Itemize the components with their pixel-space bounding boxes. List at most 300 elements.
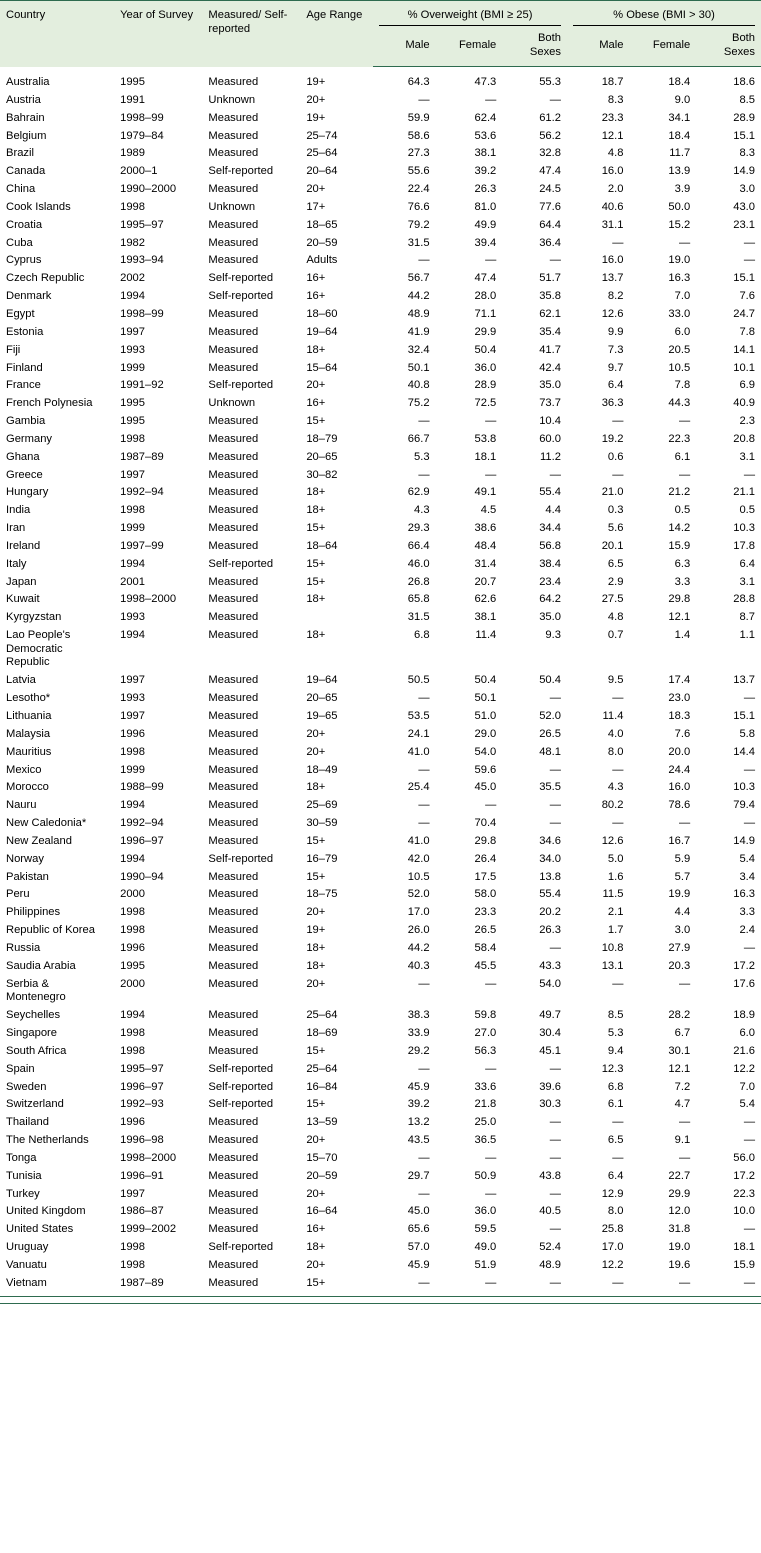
cell-overweight-male: 79.2 — [407, 218, 430, 231]
cell-overweight-male: 50.5 — [407, 674, 430, 687]
cell-obese-both: 28.9 — [733, 111, 755, 124]
cell-country: Belgium — [6, 129, 47, 142]
cell-year: 1996–97 — [120, 834, 164, 847]
cell-overweight-female: 49.0 — [474, 1241, 497, 1254]
cell-measured: Measured — [208, 1116, 259, 1129]
cell-obese-male: — — [612, 236, 624, 249]
cell-country: Greece — [6, 468, 43, 481]
table-row — [0, 181, 761, 199]
cell-country: Cyprus — [6, 254, 42, 267]
table-row — [0, 110, 761, 128]
cell-obese-both: 15.1 — [733, 129, 755, 142]
cell-obese-both: 1.1 — [739, 629, 755, 642]
cell-overweight-male: 43.5 — [407, 1134, 430, 1147]
cell-overweight-male: 66.4 — [407, 539, 430, 552]
cell-measured: Measured — [208, 781, 259, 794]
column-header-obese-female: Female — [629, 29, 696, 67]
cell-obese-both: 20.8 — [733, 432, 755, 445]
cell-overweight-female: 53.8 — [474, 432, 497, 445]
cell-overweight-both: 35.5 — [539, 781, 561, 794]
cell-obese-both: 5.4 — [739, 1098, 755, 1111]
cell-measured: Measured — [208, 888, 259, 901]
table-row — [0, 395, 761, 413]
cell-obese-both: 12.2 — [733, 1062, 755, 1075]
cell-overweight-both: 20.2 — [539, 906, 561, 919]
cell-measured: Self-reported — [208, 1241, 274, 1254]
cell-measured: Self-reported — [208, 272, 274, 285]
cell-obese-both: 7.8 — [739, 325, 755, 338]
cell-age-range: 19+ — [306, 924, 326, 937]
cell-country: Tunisia — [6, 1169, 42, 1182]
table-row — [0, 377, 761, 395]
cell-age-range: 15+ — [306, 870, 326, 883]
cell-obese-both: 6.0 — [739, 1027, 755, 1039]
cell-measured: Measured — [208, 799, 259, 812]
cell-overweight-male: — — [418, 817, 430, 830]
cell-measured: Measured — [208, 575, 259, 588]
cell-overweight-both: — — [549, 1151, 561, 1164]
cell-measured: Measured — [208, 763, 259, 776]
cell-overweight-female: 56.3 — [474, 1044, 497, 1057]
cell-overweight-female: 36.0 — [474, 361, 497, 374]
cell-year: 1998 — [120, 1258, 145, 1271]
cell-overweight-female: 38.1 — [474, 147, 497, 160]
cell-obese-male: 7.3 — [607, 343, 624, 356]
cell-overweight-male: — — [418, 93, 430, 106]
cell-overweight-male: 29.3 — [407, 522, 430, 535]
cell-year: 1997 — [120, 325, 145, 338]
cell-overweight-female: 39.2 — [474, 165, 497, 178]
cell-measured: Measured — [208, 1223, 259, 1236]
cell-overweight-male: — — [418, 468, 430, 481]
cell-obese-female: 1.4 — [674, 629, 691, 642]
cell-obese-male: 12.2 — [601, 1258, 624, 1271]
cell-year: 1993 — [120, 343, 145, 356]
cell-overweight-male: 44.2 — [407, 941, 430, 954]
table-row — [0, 538, 761, 556]
cell-country: Iran — [6, 522, 26, 535]
cell-country: Cuba — [6, 236, 33, 249]
cell-year: 1992–94 — [120, 817, 164, 830]
cell-overweight-both: 42.4 — [539, 361, 561, 374]
cell-overweight-male: 27.3 — [407, 147, 430, 160]
cell-country: India — [6, 504, 31, 517]
cell-obese-male: 2.1 — [607, 906, 624, 919]
cell-overweight-female: 36.0 — [474, 1205, 497, 1218]
cell-obese-female: 19.9 — [668, 888, 691, 901]
cell-measured: Self-reported — [208, 557, 274, 570]
cell-measured: Measured — [208, 183, 259, 196]
table-row — [0, 1114, 761, 1132]
cell-overweight-female: 58.0 — [474, 888, 497, 901]
cell-obese-female: 44.3 — [668, 397, 691, 410]
cell-overweight-female: — — [485, 1276, 497, 1289]
cell-overweight-female: 50.1 — [474, 692, 497, 705]
cell-year: 1998–2000 — [120, 1151, 177, 1164]
table-row — [0, 163, 761, 181]
cell-age-range: 18–75 — [306, 888, 338, 901]
cell-overweight-female: 38.1 — [474, 611, 497, 624]
cell-year: 1991 — [120, 93, 145, 106]
cell-year: 1994 — [120, 290, 145, 303]
cell-obese-female: 7.8 — [674, 379, 691, 392]
table-row — [0, 449, 761, 467]
table-row — [0, 466, 761, 484]
cell-overweight-female: 4.5 — [480, 504, 497, 517]
column-header-obese-both: Both Sexes — [696, 29, 761, 67]
cell-year: 1999 — [120, 522, 145, 535]
cell-overweight-female: 20.7 — [474, 575, 497, 588]
cell-age-range: 18–49 — [306, 763, 338, 776]
cell-obese-female: 29.8 — [668, 593, 691, 606]
cell-year: 1998 — [120, 1241, 145, 1254]
cell-obese-male: 10.8 — [601, 941, 624, 954]
group-label-overweight: % Overweight (BMI ≥ 25) — [379, 8, 561, 26]
cell-year: 1998–2000 — [120, 593, 177, 606]
cell-country: Latvia — [6, 674, 36, 687]
table-row — [0, 574, 761, 592]
cell-obese-male: 8.2 — [607, 290, 624, 303]
cell-measured: Self-reported — [208, 852, 274, 865]
cell-age-range: 25–64 — [306, 1062, 338, 1075]
cell-obese-male: 5.3 — [607, 1027, 624, 1039]
cell-country: Philippines — [6, 906, 61, 919]
cell-overweight-female: 62.4 — [474, 111, 497, 124]
table-row — [0, 672, 761, 690]
cell-year: 1993 — [120, 692, 145, 705]
cell-overweight-both: 36.4 — [539, 236, 561, 249]
cell-measured: Measured — [208, 75, 259, 88]
cell-overweight-female: 50.4 — [474, 674, 497, 687]
cell-overweight-female: 54.0 — [474, 745, 497, 758]
table-row — [0, 1132, 761, 1150]
cell-overweight-both: 48.9 — [539, 1258, 561, 1271]
cell-overweight-male: — — [418, 1062, 430, 1075]
cell-obese-female: 18.3 — [668, 710, 691, 722]
cell-overweight-both: 41.7 — [539, 343, 561, 356]
table-row — [0, 199, 761, 217]
cell-country: Ghana — [6, 450, 40, 463]
cell-country: Bahrain — [6, 111, 45, 124]
cell-obese-both: — — [743, 941, 755, 954]
cell-age-range: 20+ — [306, 1134, 326, 1147]
cell-age-range: 30–82 — [306, 468, 338, 481]
cell-measured: Measured — [208, 450, 259, 463]
cell-overweight-female: 31.4 — [474, 557, 497, 570]
table-row — [0, 922, 761, 940]
column-header-country: Country — [0, 1, 114, 67]
cell-obese-male: 4.0 — [607, 727, 624, 740]
cell-obese-both: 14.4 — [733, 745, 755, 758]
cell-obese-both: 14.1 — [733, 343, 755, 356]
cell-obese-both: — — [743, 236, 755, 249]
cell-age-range: 20+ — [306, 727, 326, 740]
cell-overweight-female: — — [485, 468, 497, 481]
cell-country: Kuwait — [6, 593, 40, 606]
cell-measured: Measured — [208, 1044, 259, 1057]
cell-obese-male: — — [612, 1276, 624, 1289]
cell-measured: Measured — [208, 1187, 259, 1200]
cell-country: Norway — [6, 852, 44, 865]
cell-country: China — [6, 183, 36, 196]
cell-year: 1998 — [120, 504, 145, 517]
cell-overweight-male: 32.4 — [407, 343, 430, 356]
cell-obese-both: 17.2 — [733, 959, 755, 972]
cell-overweight-female: 25.0 — [474, 1116, 497, 1129]
cell-measured: Measured — [208, 415, 259, 428]
cell-measured: Measured — [208, 1027, 259, 1039]
cell-age-range: 18+ — [306, 1241, 326, 1254]
cell-country: Russia — [6, 941, 41, 954]
cell-country: Lao People's Democratic Republic — [6, 629, 71, 669]
cell-year: 1995 — [120, 959, 145, 972]
cell-obese-male: 6.1 — [607, 1098, 624, 1111]
cell-measured: Measured — [208, 1169, 259, 1182]
cell-age-range: 15+ — [306, 1098, 326, 1111]
table-row — [0, 556, 761, 574]
cell-measured: Measured — [208, 218, 259, 231]
cell-overweight-male: 53.5 — [407, 710, 430, 722]
cell-age-range: 20–65 — [306, 450, 338, 463]
table-row — [0, 609, 761, 627]
cell-measured: Unknown — [208, 200, 256, 213]
cell-country: Spain — [6, 1062, 35, 1075]
cell-obese-female: 18.4 — [668, 76, 691, 88]
cell-age-range: 19–65 — [306, 710, 338, 722]
cell-obese-female: 31.8 — [668, 1223, 691, 1236]
cell-overweight-male: 76.6 — [407, 200, 430, 213]
cell-overweight-male: 6.8 — [414, 629, 430, 642]
cell-obese-both: 16.3 — [733, 888, 755, 901]
cell-obese-male: 0.7 — [607, 629, 624, 642]
cell-obese-both: — — [743, 1276, 755, 1289]
cell-obese-both: 10.3 — [733, 522, 755, 535]
cell-overweight-female: 53.6 — [474, 129, 497, 142]
cell-year: 1997–99 — [120, 539, 164, 552]
cell-overweight-male: 22.4 — [407, 183, 430, 196]
cell-obese-male: 5.6 — [607, 522, 624, 535]
cell-age-range: 16+ — [306, 1223, 326, 1236]
cell-obese-female: 3.3 — [674, 575, 691, 588]
column-header-age-range: Age Range — [300, 1, 373, 67]
cell-obese-both: 22.3 — [733, 1187, 755, 1200]
cell-obese-male: 16.0 — [601, 165, 624, 178]
cell-obese-both: 23.1 — [733, 218, 755, 231]
cell-obese-female: 16.3 — [668, 272, 691, 285]
cell-year: 1996 — [120, 941, 145, 954]
cell-overweight-both: 38.4 — [539, 557, 561, 570]
cell-year: 1998 — [120, 1044, 145, 1057]
cell-obese-female: 7.2 — [674, 1080, 691, 1093]
cell-year: 2000 — [120, 888, 145, 901]
cell-measured: Self-reported — [208, 379, 274, 392]
cell-obese-female: 6.3 — [674, 557, 691, 570]
cell-overweight-female: 49.1 — [474, 486, 497, 499]
table-row — [0, 1025, 761, 1043]
cell-obese-both: 7.6 — [739, 290, 755, 303]
cell-obese-male: 6.8 — [607, 1080, 624, 1093]
table-header-row-top — [0, 1, 761, 30]
cell-obese-male: 11.5 — [602, 888, 624, 901]
cell-measured: Measured — [208, 870, 259, 883]
cell-measured: Measured — [208, 111, 259, 124]
cell-country: Mexico — [6, 763, 42, 776]
cell-country: Italy — [6, 557, 27, 570]
cell-year: 1998 — [120, 1027, 145, 1039]
cell-obese-both: — — [743, 1116, 755, 1129]
table-row — [0, 1168, 761, 1186]
cell-measured: Measured — [208, 710, 259, 722]
cell-country: Serbia & Montenegro — [6, 977, 66, 1004]
cell-country: Mauritius — [6, 745, 52, 758]
cell-country: Seychelles — [6, 1009, 61, 1022]
cell-overweight-male: 38.3 — [407, 1009, 430, 1022]
cell-obese-both: 7.0 — [739, 1080, 755, 1093]
cell-obese-female: 4.7 — [674, 1098, 691, 1111]
cell-obese-both: 17.8 — [733, 539, 755, 552]
cell-overweight-both: 4.4 — [545, 504, 561, 517]
cell-overweight-both: 34.0 — [539, 852, 561, 865]
table-row — [0, 520, 761, 538]
cell-overweight-female: 11.4 — [475, 629, 497, 642]
table-row — [0, 1239, 761, 1257]
table-row — [0, 1186, 761, 1204]
cell-overweight-female: 50.9 — [474, 1169, 497, 1182]
cell-country: Australia — [6, 75, 50, 88]
cell-year: 1991–92 — [120, 379, 164, 392]
cell-obese-male: 4.8 — [607, 147, 624, 160]
cell-overweight-both: 11.2 — [540, 450, 561, 463]
cell-overweight-both: 73.7 — [539, 397, 561, 410]
cell-age-range: 16+ — [306, 272, 326, 285]
cell-country: Ireland — [6, 539, 41, 552]
cell-overweight-male: 62.9 — [407, 486, 430, 499]
cell-age-range: 18+ — [306, 781, 326, 794]
cell-country: Denmark — [6, 290, 52, 303]
cell-age-range: Adults — [306, 254, 338, 267]
cell-overweight-male: 10.5 — [407, 870, 430, 883]
cell-overweight-female: 70.4 — [474, 817, 497, 830]
cell-overweight-both: 30.4 — [539, 1027, 561, 1039]
table-row — [0, 1221, 761, 1239]
cell-overweight-male: 31.5 — [407, 611, 430, 624]
table-row — [0, 67, 761, 92]
table-row — [0, 342, 761, 360]
cell-obese-male: 2.9 — [607, 575, 624, 588]
cell-overweight-female: 39.4 — [474, 236, 497, 249]
cell-obese-male: 20.1 — [601, 539, 624, 552]
cell-measured: Measured — [208, 817, 259, 830]
table-row — [0, 833, 761, 851]
table-row — [0, 1096, 761, 1114]
table-row — [0, 886, 761, 904]
cell-age-range: 16–64 — [306, 1205, 338, 1218]
cell-obese-male: 13.1 — [601, 959, 624, 972]
cell-country: Nauru — [6, 799, 37, 812]
cell-age-range: 20+ — [306, 977, 326, 990]
table-row — [0, 1061, 761, 1079]
cell-country: Canada — [6, 165, 46, 178]
cell-overweight-both: 32.8 — [539, 147, 561, 160]
table-row — [0, 413, 761, 431]
cell-overweight-male: — — [418, 1276, 430, 1289]
cell-overweight-female: 29.8 — [474, 834, 497, 847]
cell-overweight-female: 28.9 — [474, 379, 497, 392]
cell-obese-both: 10.3 — [733, 781, 755, 794]
cell-country: Brazil — [6, 147, 34, 160]
cell-country: The Netherlands — [6, 1134, 89, 1147]
cell-overweight-female: 81.0 — [474, 200, 497, 213]
cell-overweight-both: 61.2 — [539, 111, 561, 124]
cell-age-range: 20+ — [306, 906, 326, 919]
cell-overweight-both: 52.0 — [539, 710, 561, 722]
cell-obese-both: 3.3 — [739, 906, 755, 919]
cell-overweight-male: 39.2 — [407, 1098, 430, 1111]
table-row — [0, 976, 761, 1008]
table-row — [0, 484, 761, 502]
cell-obese-both: 15.9 — [733, 1258, 755, 1271]
cell-obese-female: — — [679, 468, 691, 481]
cell-overweight-both: 13.8 — [539, 870, 561, 883]
cell-overweight-both: — — [549, 799, 561, 812]
cell-obese-both: 3.1 — [739, 575, 755, 588]
cell-age-range: 15+ — [306, 575, 326, 588]
cell-country: Uruguay — [6, 1241, 49, 1254]
cell-year: 1994 — [120, 557, 145, 570]
table-row — [0, 958, 761, 976]
cell-year: 1995–97 — [120, 1062, 164, 1075]
cell-overweight-female: 28.0 — [474, 290, 497, 303]
cell-overweight-both: 45.1 — [539, 1044, 561, 1057]
cell-obese-female: 4.4 — [674, 906, 691, 919]
cell-obese-female: 34.1 — [668, 111, 691, 124]
cell-obese-female: 13.9 — [668, 165, 691, 178]
cell-country: South Africa — [6, 1044, 67, 1057]
cell-country: Czech Republic — [6, 272, 85, 285]
cell-overweight-both: 60.0 — [539, 432, 561, 445]
cell-overweight-male: 29.7 — [407, 1169, 430, 1182]
cell-obese-both: 28.8 — [733, 593, 755, 606]
cell-overweight-male: 40.8 — [407, 379, 430, 392]
table-row — [0, 324, 761, 342]
cell-overweight-male: 26.8 — [407, 575, 430, 588]
cell-year: 1992–94 — [120, 486, 164, 499]
cell-age-range: 19+ — [306, 111, 326, 124]
cell-obese-both: 10.1 — [733, 361, 755, 374]
cell-measured: Measured — [208, 1205, 259, 1218]
cell-country: Egypt — [6, 307, 35, 320]
table-row — [0, 359, 761, 377]
cell-age-range: 20–59 — [306, 1169, 338, 1182]
cell-obese-male: — — [612, 1151, 624, 1164]
cell-overweight-female: 48.4 — [474, 539, 497, 552]
column-header-group-overweight — [373, 1, 567, 30]
cell-obese-male: 4.3 — [607, 781, 624, 794]
cell-obese-female: 29.9 — [668, 1187, 691, 1200]
cell-age-range: 18–79 — [306, 432, 338, 445]
cell-obese-female: 19.0 — [668, 254, 691, 267]
cell-obese-male: 0.6 — [607, 450, 624, 463]
cell-obese-female: 14.2 — [668, 522, 691, 535]
cell-year: 1995 — [120, 397, 145, 410]
cell-year: 1999–2002 — [120, 1223, 177, 1236]
cell-country: New Zealand — [6, 834, 72, 847]
cell-overweight-male: 64.3 — [407, 76, 430, 88]
cell-country: United States — [6, 1223, 74, 1236]
table-row — [0, 1203, 761, 1221]
cell-overweight-female: 50.4 — [474, 343, 497, 356]
cell-age-range: 15+ — [306, 557, 326, 570]
